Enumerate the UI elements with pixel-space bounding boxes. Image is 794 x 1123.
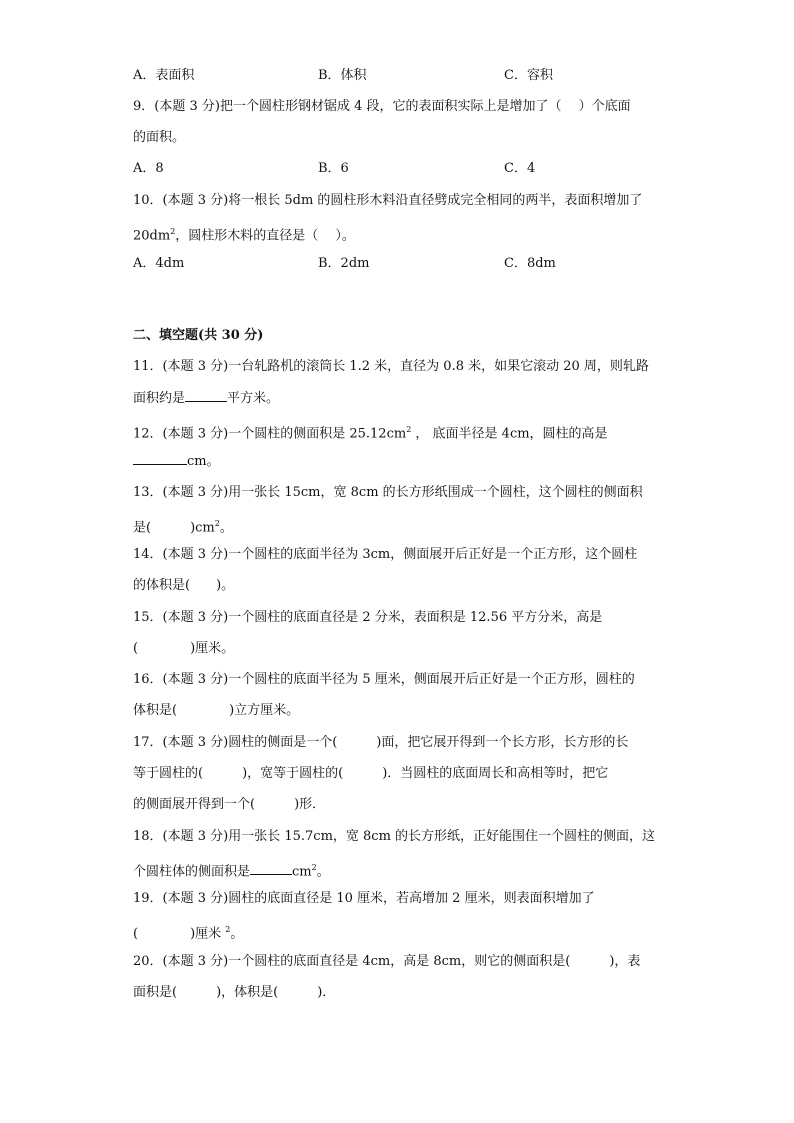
- q11-text-b: 平方米。: [227, 391, 280, 406]
- q11-text-a: 面积约是: [133, 391, 186, 406]
- q10-option-a: A．4dm: [133, 256, 185, 271]
- q15-line-1: 15．(本题 3 分)一个圆柱的底面直径是 2 分米，表面积是 12.56 平方分米，高是: [133, 610, 603, 625]
- q9-option-b: B．6: [318, 161, 349, 176]
- section-2-title: 二、填空题(共 30 分): [133, 328, 264, 343]
- q18-answer-blank[interactable]: [250, 862, 292, 875]
- q17-line-3: 的侧面展开得到一个( )形．: [133, 797, 326, 812]
- q15-line-2: ( )厘米。: [133, 641, 235, 656]
- q18-superscript: 2: [311, 863, 317, 872]
- q20-line-1: 20．(本题 3 分)一个圆柱的底面直径是 4cm，高是 8cm，则它的侧面积是( )，表: [133, 954, 641, 969]
- q12-line-1: [133, 421, 608, 442]
- q10-area-value: 20dm: [133, 228, 171, 244]
- q10-question-text: ，圆柱形木料的直径是（ ）。: [175, 228, 355, 244]
- q8-option-c: C．容积: [504, 68, 553, 83]
- q13-superscript: 2: [214, 519, 220, 528]
- q9-option-c: C．4: [504, 161, 536, 176]
- q18-text-c: 。: [316, 864, 330, 880]
- q19-text-b: 。: [230, 926, 244, 942]
- q13-text-a: 是( )cm: [133, 520, 215, 536]
- q9-line-1: 9．(本题 3 分)把一个圆柱形钢材锯成 4 段，它的表面积实际上是增加了（ ）个底面: [133, 99, 631, 114]
- q10-option-b: B．2dm: [318, 256, 370, 271]
- q10-line-1: 10．(本题 3 分)将一根长 5dm 的圆柱形木料沿直径劈成完全相同的两半，表面积增加了: [133, 193, 643, 208]
- q12-superscript: 2: [406, 425, 412, 434]
- q19-line-2: [133, 921, 244, 942]
- q17-line-1: 17．(本题 3 分)圆柱的侧面是一个( )面，把它展开得到一个长方形，长方形的长: [133, 735, 629, 750]
- q19-line-1: 19．(本题 3 分)圆柱的底面直径是 10 厘米，若高增加 2 厘米，则表面积增加了: [133, 891, 595, 906]
- q12-text-b: ， 底面半径是 4cm，圆柱的高是: [411, 426, 608, 442]
- q13-line-2: [133, 515, 233, 536]
- q11-line-2: [133, 389, 279, 407]
- q9-option-a: A．8: [133, 161, 164, 176]
- q10-line-2: [133, 223, 355, 244]
- q13-line-1: 13．(本题 3 分)用一张长 15cm，宽 8cm 的长方形纸围成一个圆柱，这个圆柱的侧面积: [133, 485, 643, 500]
- q18-line-2: [133, 859, 330, 880]
- q16-line-1: 16．(本题 3 分)一个圆柱的底面半径为 5 厘米，侧面展开后正好是一个正方形，圆柱的: [133, 672, 635, 687]
- q11-answer-blank[interactable]: [185, 389, 227, 402]
- q14-line-1: 14．(本题 3 分)一个圆柱的底面半径为 3cm，侧面展开后正好是一个正方形，这个圆柱: [133, 547, 638, 562]
- q11-line-1: 11．(本题 3 分)一台轧路机的滚筒长 1.2 米，直径为 0.8 米，如果它滚动 20 周，则轧路: [133, 359, 649, 374]
- q17-line-2: 等于圆柱的( )，宽等于圆柱的( )．当圆柱的底面周长和高相等时，把它: [133, 766, 609, 781]
- q8-option-a: A．表面积: [133, 68, 195, 83]
- q12-answer-blank[interactable]: [133, 452, 187, 465]
- q20-line-2: 面积是( )，体积是( )．: [133, 985, 336, 1000]
- q13-text-b: 。: [219, 520, 233, 536]
- q19-superscript: 2: [225, 925, 231, 934]
- q18-line-1: 18．(本题 3 分)用一张长 15.7cm，宽 8cm 的长方形纸，正好能围住一个圆柱的侧面，这: [133, 829, 656, 844]
- q19-text-a: ( )厘米: [133, 926, 226, 942]
- q18-unit: cm: [292, 864, 312, 880]
- q18-text-a: 个圆柱体的侧面积是: [133, 864, 251, 880]
- q12-text-a: 12．(本题 3 分)一个圆柱的侧面积是 25.12cm: [133, 426, 407, 442]
- q12-line-2: [133, 452, 220, 470]
- q10-option-c: C．8dm: [504, 256, 556, 271]
- q14-line-2: 的体积是( )。: [133, 578, 235, 593]
- q12-unit: cm。: [187, 454, 220, 469]
- q16-line-2: 体积是( )立方厘米。: [133, 703, 300, 718]
- q9-line-2: 的面积。: [133, 130, 186, 145]
- q8-option-b: B．体积: [318, 68, 367, 83]
- q10-superscript: 2: [170, 227, 176, 236]
